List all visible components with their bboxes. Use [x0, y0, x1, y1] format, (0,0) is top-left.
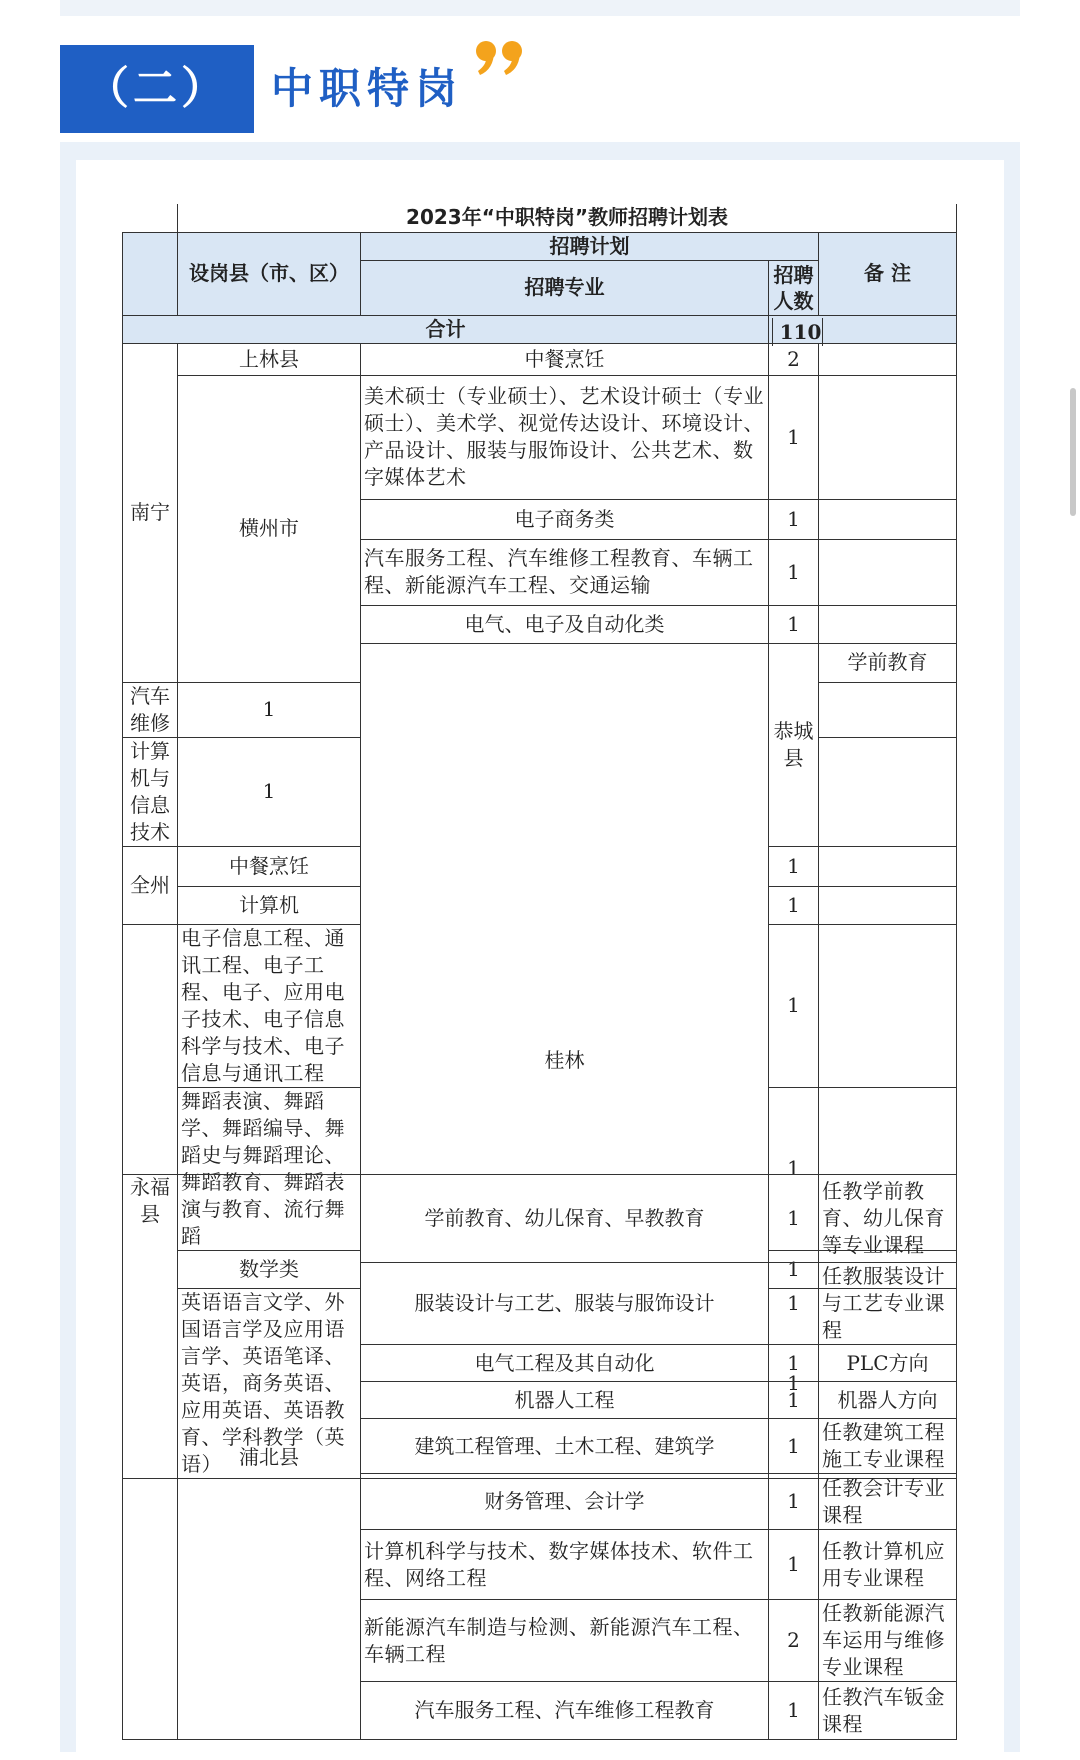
count-cell: 1: [769, 375, 819, 499]
major-cell: 计算机: [178, 886, 361, 924]
county-quanzhou: 全州: [123, 846, 178, 924]
count-cell: 1: [769, 1175, 819, 1263]
count-cell: 1: [769, 539, 819, 605]
remark-cell: [819, 539, 957, 605]
remark-cell: [819, 846, 957, 886]
scrollbar[interactable]: [1070, 388, 1076, 516]
top-strip: [60, 0, 1020, 16]
count-cell: 1: [178, 682, 361, 737]
city-guilin: 桂林: [361, 643, 769, 1478]
recruitment-table-continued: [122, 1174, 957, 1740]
major-cell: 中餐烹饪: [361, 343, 769, 375]
remark-cell: 任教会计专业课程: [819, 1474, 957, 1530]
header-count: 招聘人数: [769, 260, 819, 315]
remark-cell: 任教学前教育、幼儿保育等专业课程: [819, 1175, 957, 1263]
county-gongcheng: 恭城县: [769, 643, 819, 846]
count-cell: 1: [769, 1263, 819, 1345]
count-cell: 1: [769, 1288, 819, 1478]
city-blank: [123, 1175, 178, 1740]
count-cell: 1: [769, 886, 819, 924]
remark-cell: 任教汽车钣金课程: [819, 1682, 957, 1740]
remark-cell: 任教新能源汽车运用与维修专业课程: [819, 1600, 957, 1682]
major-cell: 计算机科学与技术、数字媒体技术、软件工程、网络工程: [361, 1530, 769, 1600]
major-cell: 财务管理、会计学: [361, 1474, 769, 1530]
city-nanning: 南宁: [123, 343, 178, 682]
county-hengzhou: 横州市: [178, 375, 361, 682]
remark-cell: PLC方向: [819, 1345, 957, 1382]
remark-cell: [819, 737, 957, 846]
total-label: 合计: [123, 315, 769, 343]
major-cell: 汽车服务工程、汽车维修工程教育: [361, 1682, 769, 1740]
count-cell: 1: [769, 499, 819, 539]
remark-cell: 机器人方向: [819, 1382, 957, 1419]
county-shanglin: 上林县: [178, 343, 361, 375]
header-county: 设岗县（市、区）: [178, 232, 361, 315]
remark-cell: 任教服装设计与工艺专业课程: [819, 1263, 957, 1345]
major-cell: 学前教育: [819, 643, 957, 682]
count-cell: 1: [769, 605, 819, 643]
count-cell: 1: [769, 1682, 819, 1740]
count-cell: 1: [769, 1382, 819, 1419]
remark-cell: [819, 375, 957, 499]
remark-cell: 任教计算机应用专业课程: [819, 1530, 957, 1600]
remark-cell: [819, 343, 957, 375]
major-cell: 电子商务类: [361, 499, 769, 539]
header-plan: 招聘计划: [361, 232, 819, 260]
major-cell: 舞蹈表演、舞蹈学、舞蹈编导、舞蹈史与舞蹈理论、舞蹈教育、舞蹈表演与教育、流行舞蹈: [178, 1087, 361, 1250]
quote-icon: [474, 39, 526, 79]
count-cell: 2: [769, 1600, 819, 1682]
count-cell: 1: [769, 1345, 819, 1382]
major-cell: 汽车维修: [123, 682, 178, 737]
count-cell: 1: [178, 737, 361, 846]
count-cell: 1: [769, 1250, 819, 1288]
remark-cell: [819, 924, 957, 1087]
header-blank: [123, 232, 178, 315]
count-cell: 1: [769, 1419, 819, 1474]
header-remark: 备 注: [819, 232, 957, 315]
total-divider-right: [822, 318, 823, 346]
major-cell: 电气工程及其自动化: [361, 1345, 769, 1382]
table-title: 2023年“中职特岗”教师招聘计划表: [178, 204, 957, 232]
total-count: 110: [779, 320, 822, 344]
count-cell: 2: [769, 343, 819, 375]
major-cell: 机器人工程: [361, 1382, 769, 1419]
remark-cell: 任教建筑工程施工专业课程: [819, 1419, 957, 1474]
major-cell: 服装设计与工艺、服装与服饰设计: [361, 1263, 769, 1345]
count-cell: 1: [769, 1087, 819, 1250]
remark-cell: [819, 682, 957, 737]
count-cell: 1: [769, 924, 819, 1087]
remark-cell: [819, 499, 957, 539]
count-cell: 1: [769, 1530, 819, 1600]
major-cell: 美术硕士（专业硕士）、艺术设计硕士（专业硕士）、美术学、视觉传达设计、环境设计、产品设计、服装与服饰设计、公共艺术、数字媒体艺术: [361, 375, 769, 499]
county-pubei: 浦北县: [178, 1175, 361, 1740]
county-yongfu: 永福县: [123, 924, 178, 1478]
section-header: [60, 45, 1020, 133]
major-cell: 数学类: [178, 1250, 361, 1288]
major-cell: 英语语言文学、外国语言学及应用语言学、英语笔译、英语，商务英语、应用英语、英语教育、学科教学（英语）: [178, 1288, 361, 1478]
count-cell: 1: [769, 1474, 819, 1530]
major-cell: 建筑工程管理、土木工程、建筑学: [361, 1419, 769, 1474]
remark-cell: [819, 886, 957, 924]
major-cell: 电子信息工程、通讯工程、电子工程、电子、应用电子技术、电子信息科学与技术、电子信息与通讯工程: [178, 924, 361, 1087]
section-number: （二）: [60, 45, 254, 133]
major-cell: 汽车服务工程、汽车维修工程教育、车辆工程、新能源汽车工程、交通运输: [361, 539, 769, 605]
major-cell: 新能源汽车制造与检测、新能源汽车工程、车辆工程: [361, 1600, 769, 1682]
count-cell: 1: [769, 846, 819, 886]
remark-cell: [819, 605, 957, 643]
major-cell: 电气、电子及自动化类: [361, 605, 769, 643]
header-major: 招聘专业: [361, 260, 769, 315]
section-title: 中职特岗: [271, 64, 464, 113]
major-cell: 计算机与信息技术: [123, 737, 178, 846]
major-cell: 学前教育、幼儿保育、早教教育: [361, 1175, 769, 1263]
major-cell: 中餐烹饪: [178, 846, 361, 886]
total-divider-left: [772, 318, 773, 346]
